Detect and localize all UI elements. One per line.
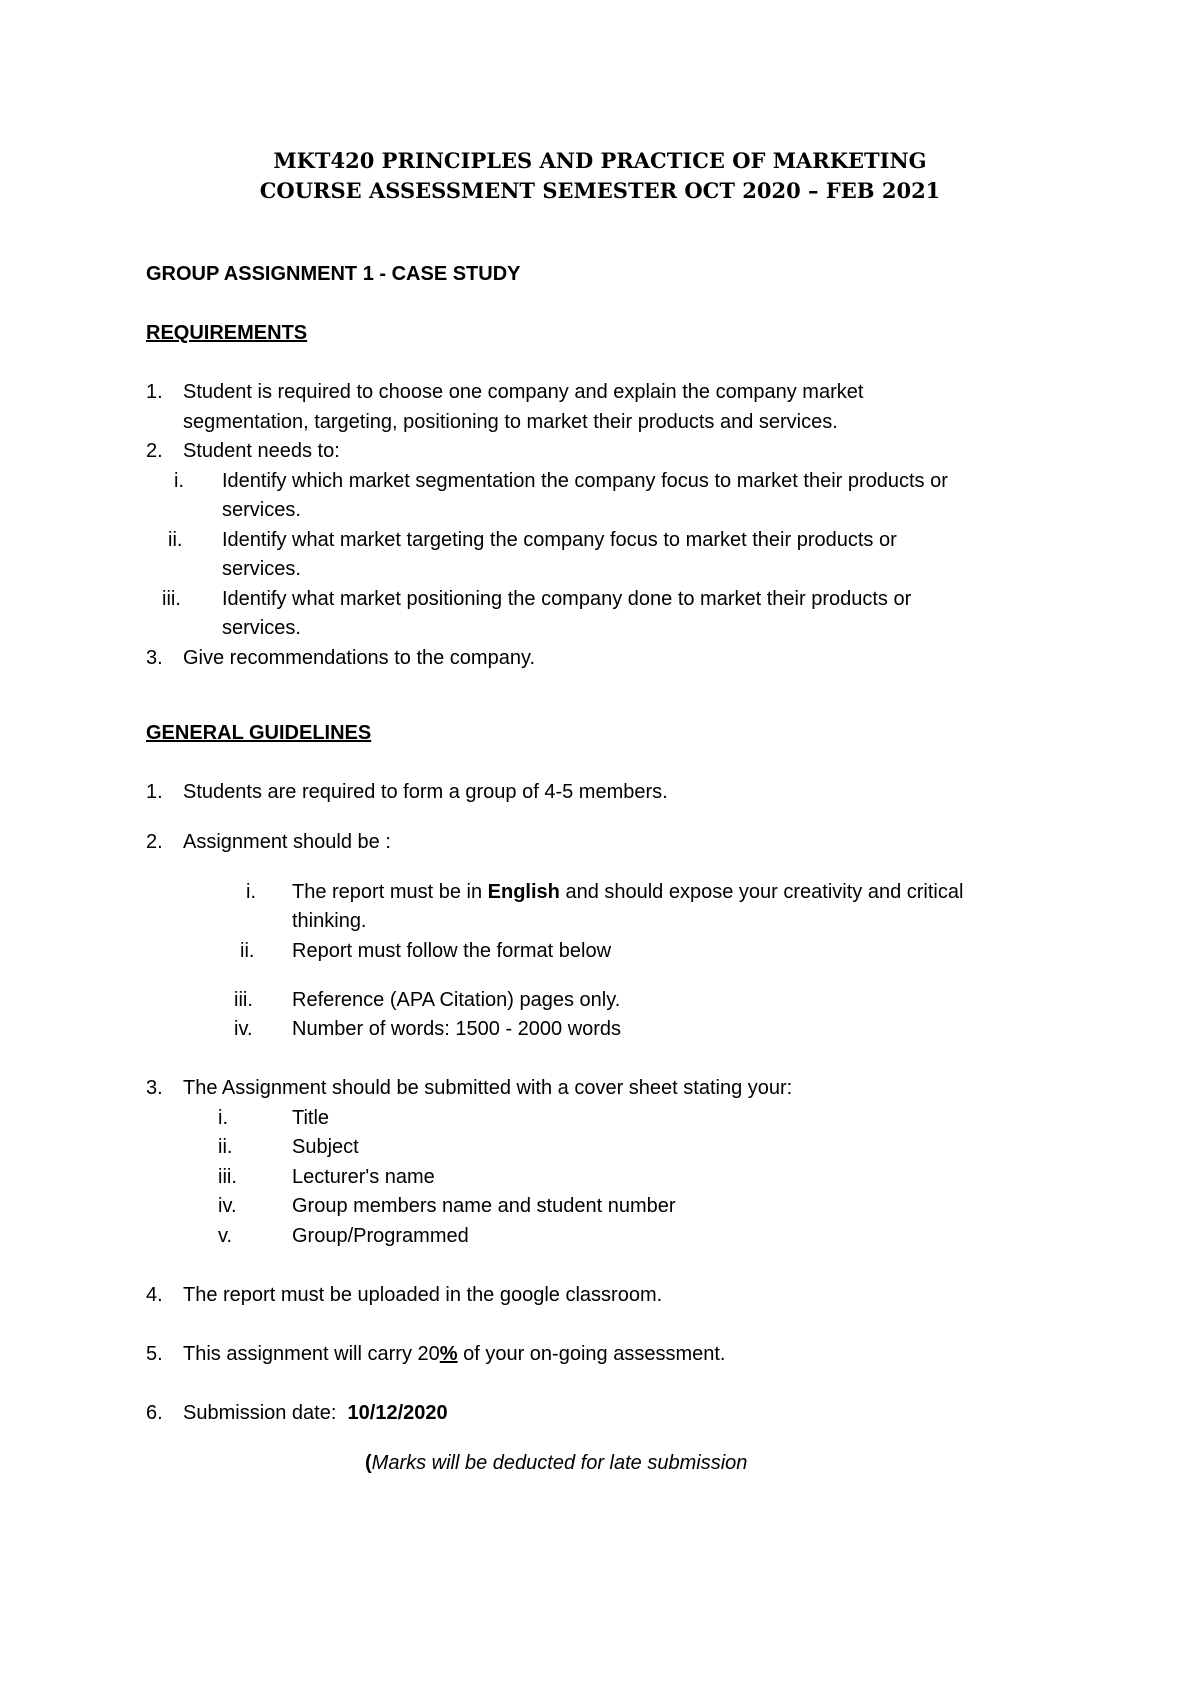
document-title-line-2: COURSE ASSESSMENT SEMESTER OCT 2020 – FEB 2021	[259, 178, 941, 203]
cover-sheet-title: Title	[292, 1107, 330, 1129]
requirement-2-iii-line-1: Identify what market positioning the company done to market their products or	[222, 588, 912, 610]
sub-list-number: ii.	[168, 529, 183, 551]
guideline-3: The Assignment should be submitted with a cover sheet stating your:	[183, 1077, 793, 1099]
guideline-2-iv: Number of words: 1500 - 2000 words	[292, 1018, 622, 1040]
requirements-heading: REQUIREMENTS	[146, 322, 308, 344]
sub-list-number: ii.	[218, 1136, 233, 1158]
guideline-2-iii: Reference (APA Citation) pages only.	[292, 989, 621, 1011]
english-emphasis: English	[487, 881, 560, 903]
list-number: 4.	[146, 1284, 163, 1306]
sub-list-number: iii.	[218, 1166, 237, 1188]
cover-sheet-lecturer: Lecturer's name	[292, 1166, 435, 1188]
guideline-5: This assignment will carry 20% of your on-going assessment.	[183, 1343, 726, 1365]
sub-list-number: v.	[218, 1225, 233, 1247]
guideline-4: The report must be uploaded in the google classroom.	[183, 1284, 663, 1306]
requirement-2-ii-line-1: Identify what market targeting the company focus to market their products or	[222, 529, 897, 551]
requirement-2-i-line-2: services.	[222, 499, 301, 521]
requirement-3: Give recommendations to the company.	[183, 647, 536, 669]
guideline-2-ii: Report must follow the format below	[292, 940, 612, 962]
submission-date: 10/12/2020	[347, 1402, 448, 1424]
requirement-2-ii-line-2: services.	[222, 558, 301, 580]
guideline-1: Students are required to form a group of 4-5 members.	[183, 781, 668, 803]
list-number: 1.	[146, 781, 163, 803]
list-number: 5.	[146, 1343, 163, 1365]
document-title-line-1: MKT420 PRINCIPLES AND PRACTICE OF MARKETING	[273, 148, 927, 173]
requirement-2-iii-line-2: services.	[222, 617, 301, 639]
guideline-6	[183, 1401, 448, 1425]
requirement-1-line-1: Student is required to choose one company and explain the company market	[183, 381, 864, 403]
list-number: 1.	[146, 381, 163, 403]
sub-list-number: i.	[174, 470, 184, 492]
list-number: 2.	[146, 831, 163, 853]
late-submission-note: (Marks will be deducted for late submission	[365, 1452, 748, 1474]
submission-label: Submission date:	[183, 1402, 337, 1424]
sub-list-number: i.	[218, 1107, 228, 1129]
list-number: 3.	[146, 647, 163, 669]
sub-list-number: iv.	[234, 1018, 253, 1040]
sub-list-number: iv.	[218, 1195, 237, 1217]
list-number: 3.	[146, 1077, 163, 1099]
cover-sheet-programme: Group/Programmed	[292, 1225, 469, 1247]
requirement-1-line-2: segmentation, targeting, positioning to market their products and services.	[183, 411, 838, 433]
sub-list-number: ii.	[240, 940, 255, 962]
cover-sheet-members: Group members name and student number	[292, 1195, 676, 1217]
sub-list-number: i.	[246, 881, 256, 903]
guideline-2: Assignment should be :	[183, 831, 391, 853]
list-number: 6.	[146, 1402, 163, 1424]
percent-sign: %	[439, 1343, 458, 1365]
list-number: 2.	[146, 440, 163, 462]
sub-list-number: iii.	[234, 989, 253, 1011]
guidelines-heading: GENERAL GUIDELINES	[146, 722, 372, 744]
requirement-2-i-line-1: Identify which market segmentation the company focus to market their products or	[222, 470, 948, 492]
cover-sheet-subject: Subject	[292, 1136, 359, 1158]
guideline-2-i-line-1: The report must be in English and should expose your creativity and critical	[292, 881, 964, 903]
requirement-2: Student needs to:	[183, 440, 340, 462]
guideline-2-i-line-2: thinking.	[292, 910, 367, 932]
assignment-heading: GROUP ASSIGNMENT 1 - CASE STUDY	[146, 263, 521, 285]
sub-list-number: iii.	[162, 588, 181, 610]
